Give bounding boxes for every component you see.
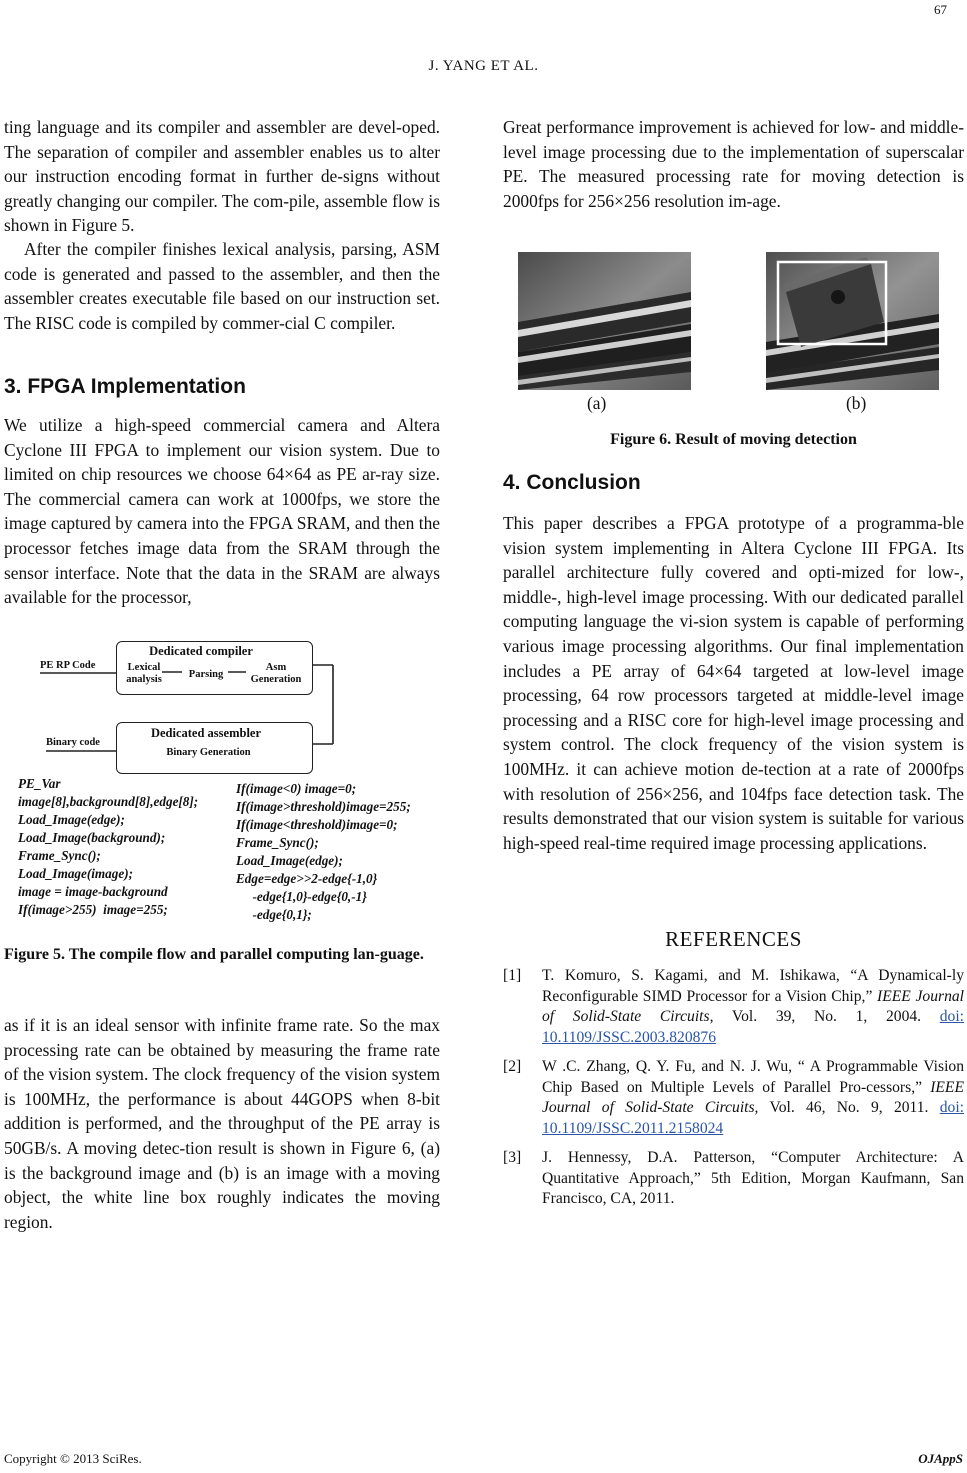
- reference-body: [542, 1057, 964, 1139]
- left-col-para-1: [4, 115, 440, 238]
- doi-link[interactable]: doi: 10.1109/JSSC.2003.820876: [542, 1008, 964, 1046]
- figure-5-caption: [4, 943, 462, 967]
- reference-number: [1]: [503, 967, 522, 984]
- paragraph: This paper describes a FPGA prototype of a programma-ble vision system implementing in Altera Cyclone III FPGA. Its parallel architecture fully covered and opti-mized for low-, middle-, high-level image processing. With our dedicated parallel computing language the vi-sion system is capable of performing various image processing algorithms. Our final implementation includes a PE array of 64×64 targeted at low-level image processing, 64 row processors targeted at middle-level image processing and a RISC core for high-level image processing and system control. The clock frequency of the vision system is 100MHz. it can achieve motion de-tection at a rate of 2000fps with resolution of 256×256, and 104fps face detection task. The results demonstrated that our vision system is suitable for various high-speed real-time required image processing applications.: [503, 513, 964, 853]
- section-3-heading: [4, 375, 440, 399]
- moving-object-photo: [766, 252, 939, 390]
- figure-6-label-b: (b): [846, 393, 867, 413]
- left-col-para-4: [4, 1013, 440, 1234]
- lexical-analysis: Lexical analysis: [126, 662, 162, 685]
- paragraph: as if it is an ideal sensor with infinite frame rate. So the max processing rate can be obtained by measuring the frame rate of the vision system. The clock frequency of the vision system is 100MHz, the performance is about 44GOPS when 8-bit addition is performed, and the throughput of the PE array is 50GB/s. A moving detec-tion result is shown in Figure 6, (a) is the background image and (b) is an image with a moving object, the white line box roughly indicates the moving region.: [4, 1015, 440, 1232]
- right-col-para-1: [503, 115, 964, 213]
- binary-code-label: Binary code: [46, 737, 100, 748]
- page-number: 67: [934, 2, 947, 17]
- figure-6-caption: [503, 428, 964, 452]
- reference-text: W .C. Zhang, Q. Y. Fu, and N. J. Wu, “ A Programmable Vision Chip Based on Multiple Levels of Parallel Pro-cessors,”: [542, 1058, 964, 1096]
- reference-journal: IEEE Journal of Solid-State Circuits,: [542, 987, 964, 1025]
- binary-generation: Binary Generation: [166, 747, 251, 758]
- section-title: 4. Conclusion: [503, 471, 641, 494]
- reference-number: [3]: [503, 1149, 522, 1166]
- moving-object-image-b: [766, 252, 939, 390]
- paragraph: We utilize a high-speed commercial camera and Altera Cyclone III FPGA to implement our vision system. Due to limited on chip resources we choose 64×64 as PE ar-ray size. The commercial camera can work at 1000fps, we store the image captured by camera into the FPGA SRAM, and then the processor fetches image data from the SRAM through the sensor interface. Note that the data in the SRAM are always available for the processor,: [4, 415, 440, 608]
- paragraph: Great performance improvement is achieved for low- and middle-level image processing due to the implementation of superscalar PE. The measured processing rate for moving detection is 2000fps for 256×256 resolution im-age.: [503, 117, 964, 211]
- code-block-left: PE_Var image[8],background[8],edge[8]; Load_Image(edge); Load_Image(background); Frame_Sync(); Load_Image(image); image = image-background If(image>255) image=255;: [18, 776, 199, 917]
- copyright: Copyright © 2013 SciRes.: [4, 1451, 142, 1466]
- caption: Figure 5. The compile flow and parallel computing lan-guage.: [4, 946, 424, 963]
- caption: Figure 6. Result of moving detection: [610, 431, 857, 448]
- parsing: Parsing: [188, 669, 224, 680]
- reference-number: [2]: [503, 1058, 522, 1075]
- reference-body: [542, 966, 964, 1048]
- assembler-title: Dedicated assembler: [150, 726, 262, 740]
- paragraph: ting language and its compiler and assembler are devel-oped. The separation of compiler and assembler enables us to alter our instruction encoding format in further de-signs without greatly changing our compiler. The com-pile, assemble flow is shown in Figure 5.: [4, 117, 440, 236]
- reference-text: T. Komuro, S. Kagami, and M. Ishikawa, “A Dynamical-ly Reconfigurable SIMD Processor for a Vision Chip,”: [542, 967, 964, 1005]
- reference-text: Vol. 46, No. 9, 2011.: [758, 1099, 940, 1116]
- asm-generation: Asm Generation: [250, 662, 302, 685]
- reference-text: Vol. 39, No. 1, 2004.: [713, 1008, 940, 1025]
- figure-5-diagram: [0, 635, 470, 925]
- left-col-para-2: [4, 237, 440, 335]
- left-col-para-3: [4, 413, 440, 610]
- code-block-right: If(image<0) image=0; If(image>threshold)image=255; If(image<threshold)image=0; Frame_Sync(); Load_Image(edge); Edge=edge>>2-edge{-1,0} -edge{1,0}-edge{0,-1} -edge{0,1};: [236, 781, 411, 922]
- reference-3: [503, 1148, 964, 1210]
- figure-6-label-a: (a): [587, 393, 607, 413]
- right-col-para-2: [503, 511, 964, 855]
- references-title: REFERENCES: [665, 927, 802, 951]
- section-4-heading: [503, 471, 964, 495]
- reference-2: [503, 1057, 964, 1139]
- background-image-a: [518, 252, 691, 390]
- reference-1: [503, 966, 964, 1048]
- reference-journal: IEEE Journal of Solid-State Circuits,: [542, 1078, 964, 1116]
- reference-body: [542, 1148, 964, 1210]
- journal-name: OJAppS: [918, 1451, 963, 1466]
- running-head: J. YANG ET AL.: [428, 58, 539, 74]
- pe-rp-code-label: PE RP Code: [40, 660, 96, 671]
- section-title: 3. FPGA Implementation: [4, 375, 246, 398]
- reference-text: J. Hennessy, D.A. Patterson, “Computer Architecture: A Quantitative Approach,” 5th Edition, Morgan Kaufmann, San Francisco, CA, 2011.: [542, 1149, 964, 1207]
- compiler-title: Dedicated compiler: [149, 644, 253, 658]
- paragraph: After the compiler finishes lexical analysis, parsing, ASM code is generated and passed to the assembler, and then the assembler creates executable file based on our instruction set. The RISC code is compiled by commer-cial C compiler.: [4, 239, 440, 333]
- background-photo: [518, 252, 691, 390]
- doi-link[interactable]: doi: 10.1109/JSSC.2011.2158024: [542, 1099, 964, 1137]
